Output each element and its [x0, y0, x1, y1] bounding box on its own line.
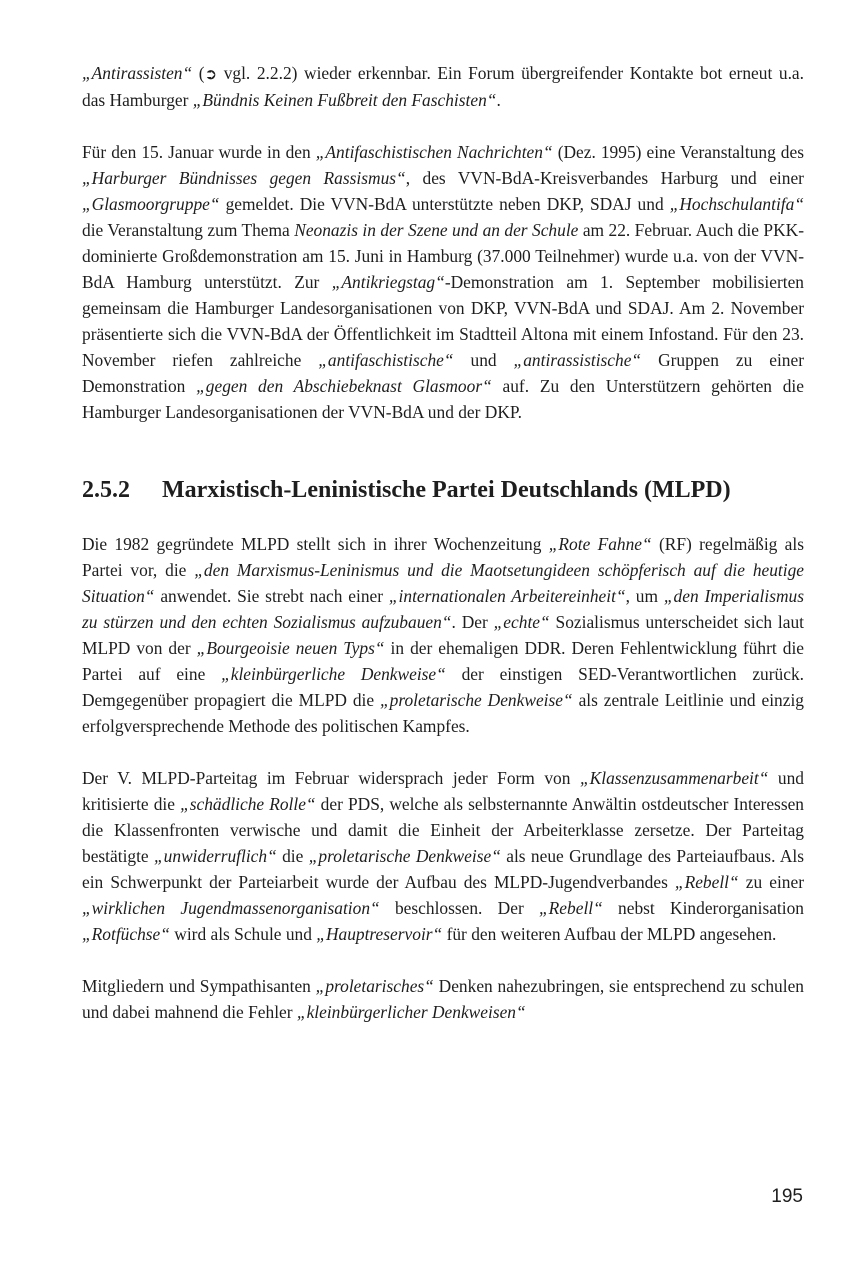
- document-page: [82, 60, 804, 1025]
- paragraph-5: Mitgliedern und Sympathisanten „proletarisches“ Denken nahezubringen, sie entsprechend zu schulen und dabei mahnend die Fehler „kleinbürgerlicher Denkweisen“: [82, 976, 804, 1022]
- paragraph-1: „Antirassisten“ (➲ vgl. 2.2.2) wieder erkennbar. Ein Forum übergreifender Kontakte bot erneut u.a. das Hamburger „Bündnis Keinen Fußbreit den Faschisten“.: [82, 63, 804, 110]
- quote: „proletarische Denkweise“: [380, 690, 573, 710]
- quote: „den Imperialismus zu stürzen und den echten Sozialismus aufzubauen“: [82, 586, 804, 632]
- quote: „Rebell“: [674, 872, 739, 892]
- quote: „unwiderruflich“: [154, 846, 277, 866]
- quote: „Rotfüchse“: [82, 924, 170, 944]
- quote: „echte“: [493, 612, 550, 632]
- quote: „proletarische Denkweise“: [308, 846, 501, 866]
- quote: „proletarisches“: [315, 976, 434, 996]
- topic-title: Neonazis in der Szene und an der Schule: [294, 220, 579, 240]
- paragraph-3: Die 1982 gegründete MLPD stellt sich in ihrer Wochenzeitung „Rote Fahne“ (RF) regelmäßig als Partei vor, die „den Marxismus-Leninismus und die Maotsetungideen schöpferisch auf die heutige Situation“ anwendet. Sie strebt nach einer „internationalen Arbeitereinheit“, um „den Imperialismus zu stürzen und den echten Sozialismus aufzubauen“. Der „echte“ Sozialismus unterscheidet sich laut MLPD von der „Bourgeoisie neuen Typs“ in der ehemaligen DDR. Deren Fehlentwicklung führt die Partei auf eine „kleinbürgerliche Denkweise“ der einstigen SED-Verantwortlichen zurück. Demgegenüber propagiert die MLPD die „proletarische Denkweise“ als zentrale Leitlinie und einzig erfolgversprechende Methode des politischen Kampfes.: [82, 534, 805, 736]
- section-heading: [82, 475, 804, 505]
- page-number: 195: [771, 1186, 803, 1207]
- quote: „kleinbürgerliche Denkweise“: [221, 664, 446, 684]
- quote: „Antirassisten“: [82, 63, 193, 83]
- quote: „schädliche Rolle“: [180, 794, 316, 814]
- quote: „Hauptreservoir“: [316, 924, 443, 944]
- paragraph-2: Für den 15. Januar wurde in den „Antifaschistischen Nachrichten“ (Dez. 1995) eine Veranstaltung des „Harburger Bündnisses gegen Rassismus“, des VVN-BdA-Kreisverbandes Harburg und einer „Glasmoorgruppe“ gemeldet. Die VVN-BdA unterstützte neben DKP, SDAJ und „Hochschulantifa“ die Veranstaltung zum Thema Neonazis in der Szene und an der Schule am 22. Februar. Auch die PKK-dominierte Großdemonstration am 15. Juni in Hamburg (37.000 Teilnehmer) wurde u.a. von der VVN-BdA Hamburg unterstützt. Zur „Antikriegstag“-Demonstration am 1. September mobilisierten gemeinsam die Hamburger Landesorganisationen von DKP, VVN-BdA und SDAJ. Am 2. November präsentierte sich die VVN-BdA der Öffentlichkeit im Stadtteil Altona mit einem Infostand. Für den 23. November riefen zahlreiche „antifaschistische“ und „antirassistische“ Gruppen zu einer Demonstration „gegen den Abschiebeknast Glasmoor“ auf. Zu den Unterstützern gehörten die Hamburger Landesorganisationen der VVN-BdA und der DKP.: [82, 142, 804, 422]
- quote: „Rote Fahne“: [548, 534, 652, 554]
- quote: „Hochschulantifa“: [669, 194, 804, 214]
- quote: „Harburger Bündnisses gegen Rassismus“: [82, 168, 406, 188]
- quote: „gegen den Abschiebeknast Glasmoor“: [196, 376, 492, 396]
- quote: „Bündnis Keinen Fußbreit den Faschisten“: [192, 90, 497, 110]
- quote: „Klassenzusammenarbeit“: [579, 768, 769, 788]
- quote: „internationalen Arbeitereinheit“: [388, 586, 626, 606]
- quote: „wirklichen Jugendmassenorganisation“: [82, 898, 380, 918]
- quote: „den Marxismus-Leninismus und die Maotsetungideen schöpferisch auf die heutige Situation“: [82, 560, 805, 606]
- quote: „Rebell“: [539, 898, 603, 918]
- quote: „antifaschistische“: [318, 350, 454, 370]
- section-title: Marxistisch-Leninistische Partei Deutschlands (MLPD): [162, 477, 731, 503]
- paragraph-4: Der V. MLPD-Parteitag im Februar widersprach jeder Form von „Klassenzusammenarbeit“ und kritisierte die „schädliche Rolle“ der PDS, welche als selbsternannte Anwältin ostdeutscher Interessen die Klassenfronten verwische und damit die Einheit der Arbeiterklasse zersetze. Der Parteitag bestätigte „unwiderruflich“ die „proletarische Denkweise“ als neue Grundlage des Parteiaufbaus. Als ein Schwerpunkt der Parteiarbeit wurde der Aufbau des MLPD-Jugendverbandes „Rebell“ zu einer „wirklichen Jugendmassenorganisation“ beschlossen. Der „Rebell“ nebst Kinderorganisation „Rotfüchse“ wird als Schule und „Hauptreservoir“ für den weiteren Aufbau der MLPD angesehen.: [82, 768, 804, 944]
- quote: „Bourgeoisie neuen Typs“: [196, 638, 385, 658]
- quote: „Glasmoorgruppe“: [82, 194, 220, 214]
- quote: „Antikriegstag“: [331, 272, 445, 292]
- quote: „kleinbürgerlicher Denkweisen“: [296, 1002, 526, 1022]
- quote: „antirassistische“: [513, 350, 642, 370]
- arrow-reference-icon: ➲: [204, 65, 218, 83]
- section-number: 2.5.2: [82, 477, 130, 503]
- quote: „Antifaschistischen Nachrichten“: [315, 142, 553, 162]
